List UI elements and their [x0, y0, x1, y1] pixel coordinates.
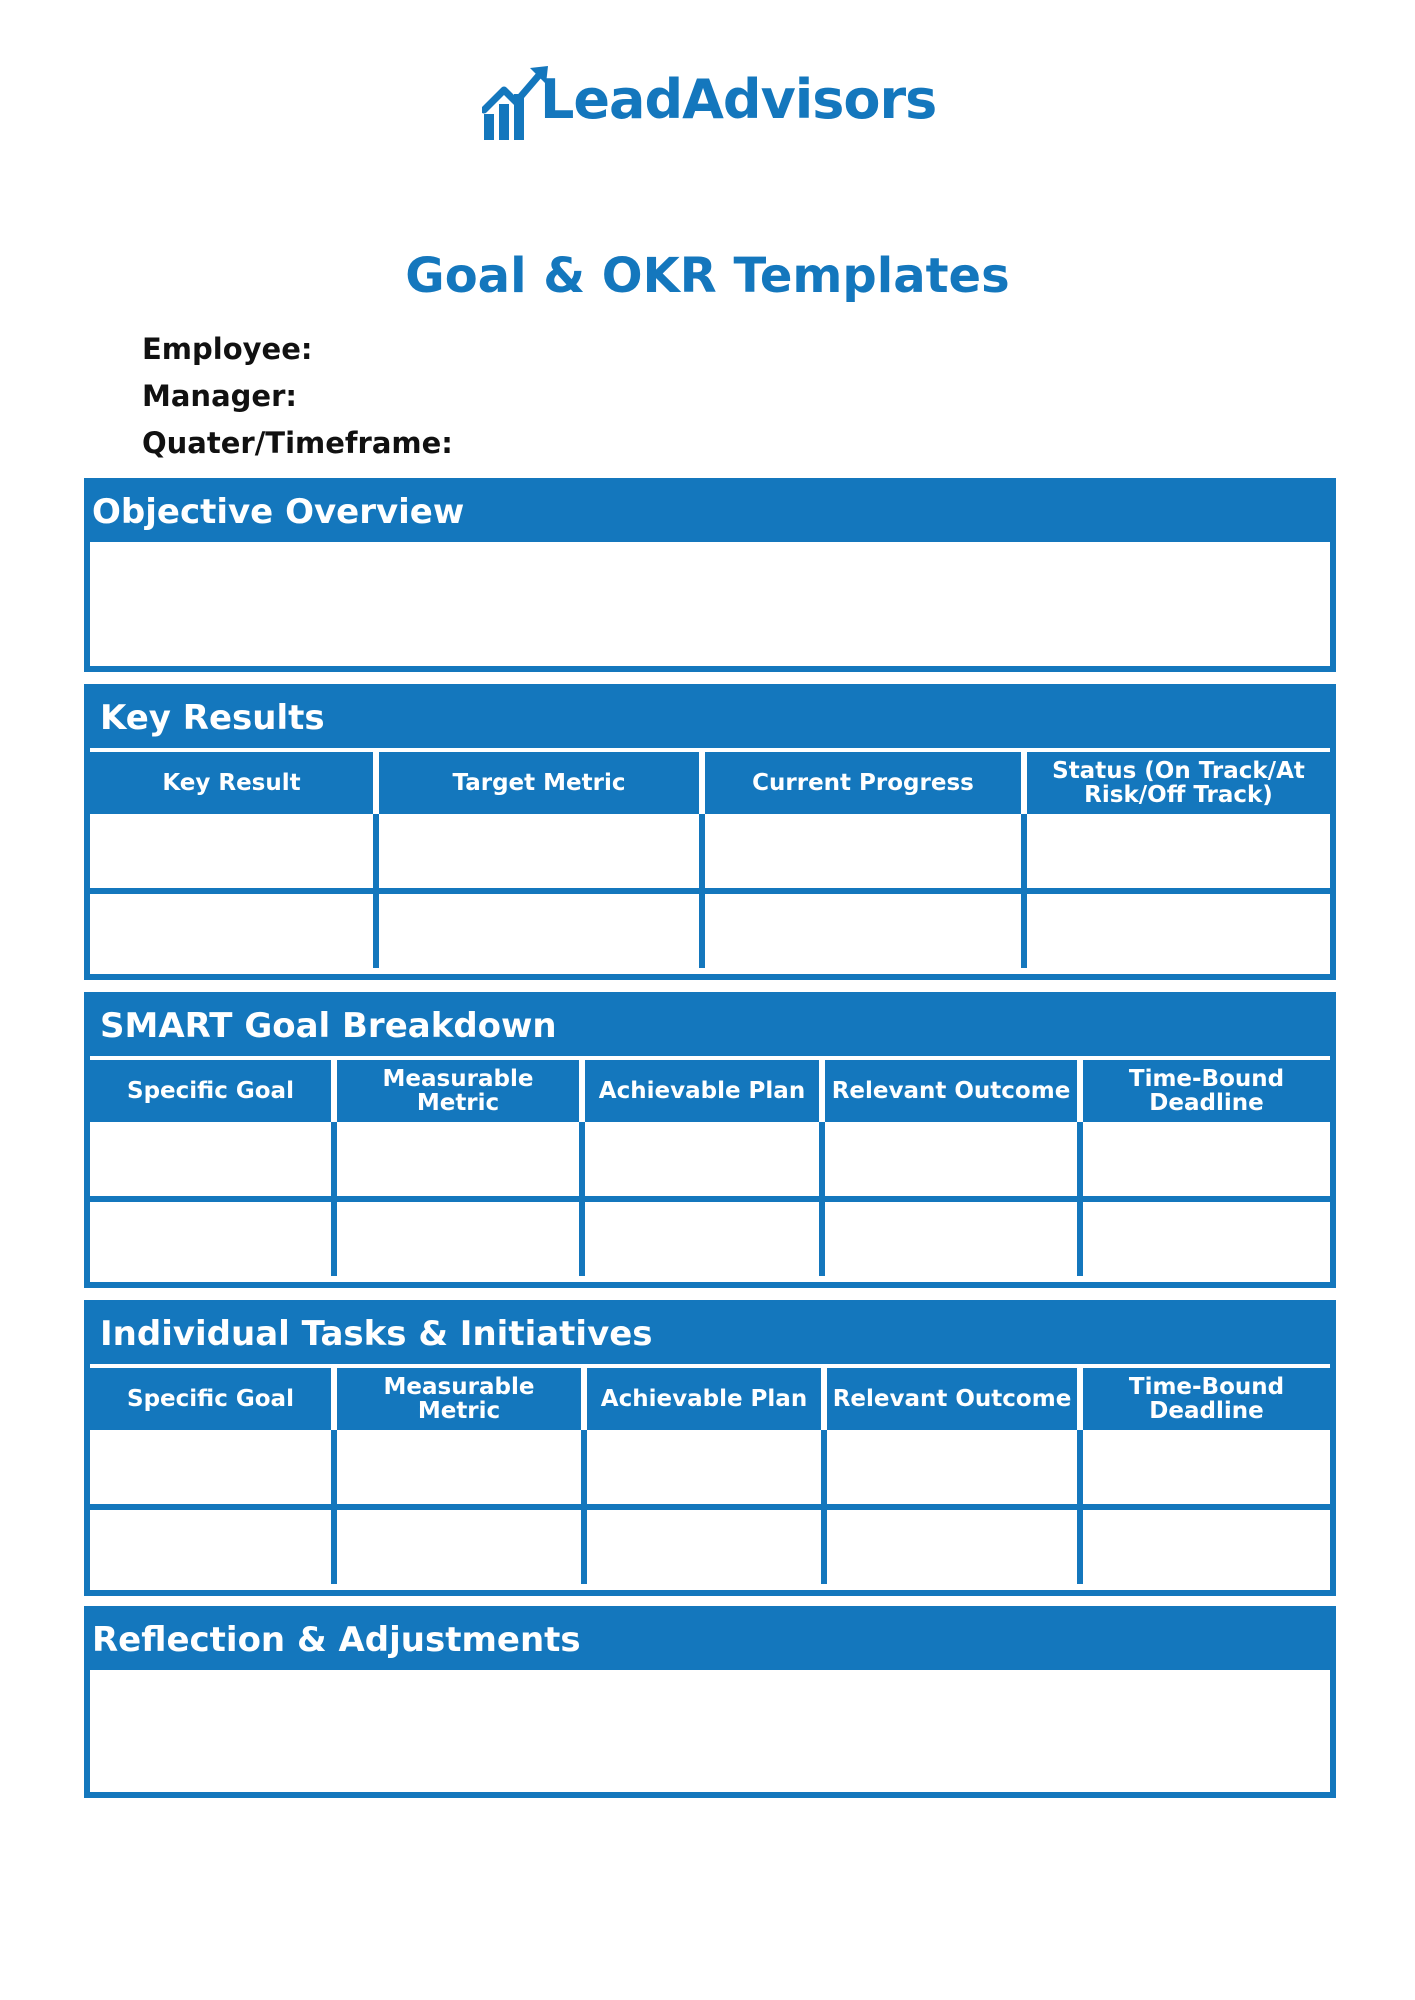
table-cell[interactable]: [1080, 1507, 1330, 1584]
table-cell[interactable]: [334, 1507, 584, 1584]
column-header: Status (On Track/At Risk/Off Track): [1024, 750, 1330, 814]
table-cell[interactable]: [334, 1430, 584, 1507]
column-header: Current Progress: [702, 750, 1024, 814]
table-cell[interactable]: [376, 814, 702, 891]
column-header: Relevant Outcome: [822, 1058, 1080, 1122]
table-cell[interactable]: [90, 1507, 334, 1584]
tasks-initiatives-section: [84, 1300, 1336, 1596]
section-heading: Key Results: [90, 690, 1330, 748]
table-cell[interactable]: [824, 1430, 1080, 1507]
table-cell[interactable]: [334, 1199, 582, 1276]
manager-label: Manager:: [142, 379, 297, 413]
key-results-table: [90, 748, 1330, 968]
table-cell[interactable]: [90, 814, 376, 891]
reflection-input-area[interactable]: [90, 1670, 1330, 1850]
smart-goal-table: [90, 1056, 1330, 1276]
table-row: [90, 1122, 1330, 1199]
table-cell[interactable]: [584, 1507, 824, 1584]
column-header: Relevant Outcome: [824, 1366, 1080, 1430]
column-header: Time-Bound Deadline: [1080, 1058, 1330, 1122]
section-heading: Individual Tasks & Initiatives: [90, 1306, 1330, 1364]
reflection-section: [84, 1606, 1336, 1798]
column-header: Measurable Metric: [334, 1058, 582, 1122]
smart-goal-section: [84, 992, 1336, 1288]
objective-overview-section: [84, 478, 1336, 672]
brand-name: LeadAdvisors: [540, 68, 937, 131]
table-cell[interactable]: [702, 814, 1024, 891]
table-cell[interactable]: [702, 891, 1024, 968]
key-results-section: [84, 684, 1336, 980]
column-header: Measurable Metric: [334, 1366, 584, 1430]
brand-logo: [482, 64, 942, 144]
page-title: Goal & OKR Templates: [405, 248, 1010, 304]
column-header: Target Metric: [376, 750, 702, 814]
table-row: [90, 891, 1330, 968]
column-header: Specific Goal: [90, 1366, 334, 1430]
column-header: Specific Goal: [90, 1058, 334, 1122]
table-row: [90, 1507, 1330, 1584]
employee-label: Employee:: [142, 332, 313, 366]
table-cell[interactable]: [822, 1199, 1080, 1276]
table-cell[interactable]: [90, 1430, 334, 1507]
table-cell[interactable]: [822, 1122, 1080, 1199]
table-row: [90, 1430, 1330, 1507]
column-header: Key Result: [90, 750, 376, 814]
table-cell[interactable]: [582, 1122, 822, 1199]
table-row: [90, 1199, 1330, 1276]
table-cell[interactable]: [824, 1507, 1080, 1584]
table-cell[interactable]: [1080, 1199, 1330, 1276]
table-cell[interactable]: [1024, 891, 1330, 968]
section-heading: Objective Overview: [90, 484, 1330, 542]
section-heading: Reflection & Adjustments: [90, 1612, 1330, 1670]
table-cell[interactable]: [90, 1199, 334, 1276]
table-cell[interactable]: [582, 1199, 822, 1276]
table-cell[interactable]: [1080, 1430, 1330, 1507]
table-cell[interactable]: [584, 1430, 824, 1507]
table-cell[interactable]: [90, 1122, 334, 1199]
timeframe-label: Quater/Timeframe:: [142, 426, 453, 460]
table-row: [90, 814, 1330, 891]
column-header: Time-Bound Deadline: [1080, 1366, 1330, 1430]
section-heading: SMART Goal Breakdown: [90, 998, 1330, 1056]
tasks-table: [90, 1364, 1330, 1584]
table-cell[interactable]: [1024, 814, 1330, 891]
table-cell[interactable]: [376, 891, 702, 968]
table-cell[interactable]: [90, 891, 376, 968]
column-header: Achievable Plan: [584, 1366, 824, 1430]
column-header: Achievable Plan: [582, 1058, 822, 1122]
table-cell[interactable]: [1080, 1122, 1330, 1199]
table-cell[interactable]: [334, 1122, 582, 1199]
